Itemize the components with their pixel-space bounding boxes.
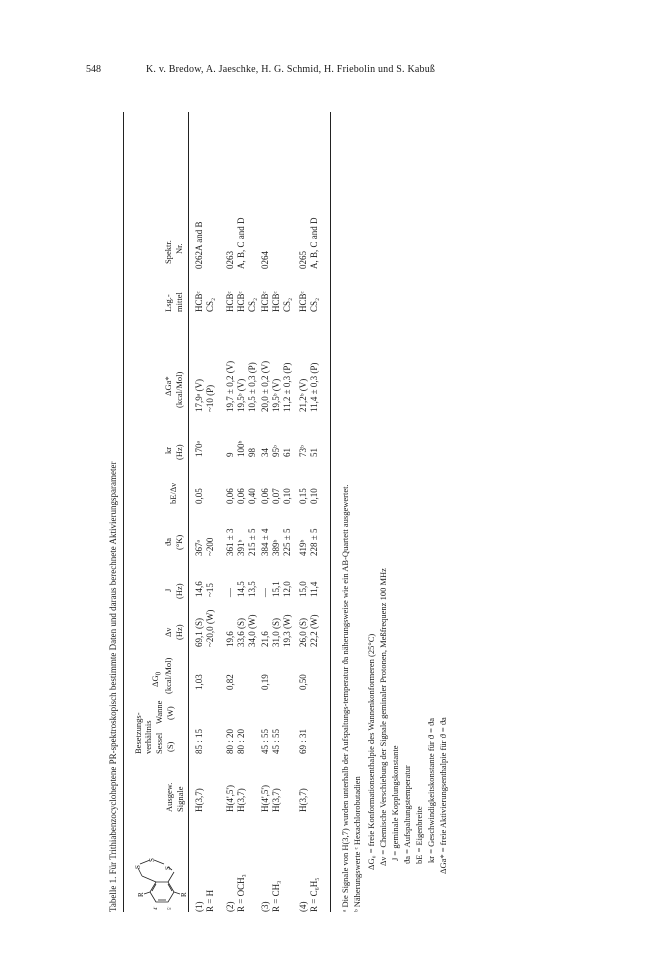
col-header-ratio-w: (W)	[165, 706, 175, 720]
row-signals-value: H(3,7)	[236, 788, 246, 812]
row-kr-value: 95ᵇ	[271, 445, 281, 457]
legend-kr: kr = Geschwindigkeitskonstante für ϑ = ϑa	[426, 717, 436, 863]
row-kr-value: 100ᵇ	[236, 440, 246, 457]
table-bottom-rule	[330, 112, 331, 912]
col-header-dv: Δν	[163, 627, 173, 637]
col-header-dg0-unit: (kcal/Mol)	[163, 657, 173, 694]
row-dga-value: 19,5ᵇ (V)	[271, 378, 281, 412]
trithiabenzocycloheptene-structure	[128, 852, 190, 912]
row-theta-value: 215 ± 5	[247, 528, 257, 556]
legend-dga: ΔGa* = freie Aktivierungsenthalpie für ϑ = ϑa	[438, 717, 448, 874]
row-solvent-value: HCBᶜ	[194, 291, 204, 312]
row-dg0-value: 0,50	[298, 674, 308, 690]
col-header-ratio-2: verhältnis	[143, 720, 153, 754]
row-solvent-value: HCBᶜ	[298, 291, 308, 312]
legend-theta: ϑa = Aufspaltungstemperatur	[402, 765, 412, 864]
rotated-table-region	[108, 112, 448, 912]
row-signals-value: H(3,7)	[271, 788, 281, 812]
col-header-solvent-2: mittel	[174, 292, 184, 312]
position-5prime-label: 5'	[168, 906, 173, 910]
row-dv-value: 22,2 (W)	[309, 614, 319, 647]
col-header-dga-unit: (kcal/Mol)	[174, 371, 184, 408]
row-j-value: 15,0	[298, 581, 308, 597]
row-solvent-value: HCBᶜ	[271, 291, 281, 312]
row-ratio-value: 45 : 55	[260, 728, 270, 754]
row-dga-value: 11,2 ± 0,3 (P)	[282, 362, 292, 412]
col-header-kr-unit: (Hz)	[174, 444, 184, 460]
row-theta-value: 419ᵇ	[298, 539, 308, 556]
footnote-b-c: ᵇ Näherungswerte ᶜ Hexachlorobutadien	[352, 776, 362, 912]
row-spectra-value: 0265	[298, 251, 308, 269]
row-bE-value: 0,10	[282, 488, 292, 504]
row-spectra-value: 0263	[225, 251, 235, 269]
legend-dg0: ΔG₀ = freie Konformationsenthalpie des Wannenkonformeren (25°C)	[366, 633, 376, 870]
row-solvent-value: HCBᶜ	[225, 291, 235, 312]
row-theta-value: 389ᵇ	[271, 539, 281, 556]
row-kr-value: 73ᵇ	[298, 445, 308, 457]
col-header-signals-2: Signale	[175, 786, 185, 812]
row-dga-value: 21,2ᵇ (V)	[298, 378, 308, 412]
col-header-dv-unit: (Hz)	[174, 624, 184, 640]
row-bE-value: 0,15	[298, 488, 308, 504]
row-j-value: —	[225, 588, 235, 597]
col-header-theta-unit: (°K)	[174, 534, 184, 550]
row-bE-value: 0,06	[260, 488, 270, 504]
row-dga-value: 19,7 ± 0,2 (V)	[225, 360, 235, 412]
row-ratio-value: 69 : 31	[298, 728, 308, 754]
row-substituent: R = H	[205, 889, 215, 912]
col-header-j: J	[163, 588, 173, 592]
row-ratio-value: 80 : 20	[225, 728, 235, 754]
row-bE-value: 0,06	[225, 488, 235, 504]
row-signals-value: H(3,7)	[298, 788, 308, 812]
position-4prime-label: 4'	[154, 906, 159, 910]
row-kr-value: 51	[309, 448, 319, 457]
r-label-top: R	[137, 892, 145, 897]
row-solvent-value: CS₂	[247, 297, 257, 312]
row-bE-value: 0,06	[236, 488, 246, 504]
col-header-ratio-s: (S)	[165, 741, 175, 752]
row-bE-value: 0,07	[271, 488, 281, 504]
row-signals-value: H(4',5')	[225, 785, 235, 812]
row-ratio-value: 45 : 55	[271, 728, 281, 754]
row-dv-value: 19,3 (W)	[282, 614, 292, 647]
col-header-dga: ΔGa*	[163, 376, 173, 396]
row-j-value: 13,5	[247, 581, 257, 597]
row-j-value: 14,6	[194, 581, 204, 597]
row-dg0-value: 1,03	[194, 674, 204, 690]
legend-be: bE = Eigenbreite	[414, 806, 424, 864]
row-dga-value: ~10 (P)	[205, 384, 215, 412]
row-dv-value: 21,6	[260, 631, 270, 647]
row-bE-value: 0,40	[247, 488, 257, 504]
row-signals-value: H(3,7)	[194, 788, 204, 812]
row-ratio-value: 80 : 20	[236, 728, 246, 754]
row-dg0-value: 0,82	[225, 674, 235, 690]
row-kr-value: 34	[260, 448, 270, 457]
row-compound-number: (3)	[260, 901, 270, 912]
row-bE-value: 0,10	[309, 488, 319, 504]
row-spectra-value: 0264	[260, 251, 270, 269]
running-head-authors: K. v. Bredow, A. Jaeschke, H. G. Schmid, H. Friebolin und S. Kabuß	[146, 64, 436, 75]
row-solvent-value: CS₂	[205, 297, 215, 312]
row-j-value: 12,0	[282, 581, 292, 597]
row-compound-number: (2)	[225, 901, 235, 912]
row-theta-value: 225 ± 5	[282, 528, 292, 556]
row-theta-value: 361 ± 3	[225, 528, 235, 556]
col-header-theta: ϑa	[163, 538, 173, 546]
row-ratio-value: 85 : 15	[194, 728, 204, 754]
row-dv-value: 19,6	[225, 631, 235, 647]
row-dv-value: 34,0 (W)	[247, 614, 257, 647]
col-header-spectra: Spektr.	[163, 240, 173, 264]
table-top-rule	[123, 112, 124, 912]
row-dv-value: 26,0 (S)	[298, 618, 308, 647]
row-j-value: 11,4	[309, 581, 319, 597]
col-header-ratio-wanne: Wanne	[154, 700, 164, 724]
row-dga-value: 10,5 ± 0,3 (P)	[247, 362, 257, 412]
row-compound-number: (1)	[194, 901, 204, 912]
row-substituent: R = C₆H₅	[309, 877, 319, 912]
row-theta-value: ~200	[205, 537, 215, 556]
row-dga-value: 20,0 ± 0,2 (V)	[260, 360, 270, 412]
col-header-ratio-sessel: Sessel	[154, 732, 164, 754]
table-title: Tabelle 1. Für Trithiabenzocycloheptene PR-spektroskopisch bestimmte Daten und daraus berechnete Aktivierungsparameter	[108, 461, 118, 912]
col-header-kr: kr	[163, 446, 173, 454]
col-header-be: bE/Δν	[168, 482, 178, 504]
sulfur-label-2: S	[148, 858, 156, 862]
row-j-value: —	[260, 588, 270, 597]
structure-svg	[128, 852, 190, 912]
row-substituent: R = CH₃	[271, 880, 281, 912]
row-solvent-value: HCBᶜ	[236, 291, 246, 312]
row-dv-value: 31,0 (S)	[271, 618, 281, 647]
legend-j: J = geminale Kopplungskonstante	[390, 745, 400, 861]
row-solvent-value: HCBᶜ	[260, 291, 270, 312]
row-kr-value: 61	[282, 448, 292, 457]
page-number: 548	[86, 64, 101, 75]
row-kr-value: 9	[225, 452, 235, 457]
row-dga-value: 17,9ᵃ (V)	[194, 379, 204, 412]
col-header-dg0: $\Delta G_0$	[150, 671, 163, 687]
row-j-value: 15,1	[271, 581, 281, 597]
row-spectra-value: 0262A and B	[194, 221, 204, 269]
header-bottom-rule	[188, 112, 189, 912]
row-j-value: ~15	[205, 583, 215, 597]
row-kr-value: 170ᵃ	[194, 441, 204, 457]
table-block	[108, 112, 448, 912]
row-dv-value: 69,1 (S)	[194, 618, 204, 647]
col-header-spectra-2: Nr.	[174, 243, 184, 254]
row-bE-value: 0,05	[194, 488, 204, 504]
row-dga-value: 19,5ᵇ (V)	[236, 378, 246, 412]
row-compound-number: (4)	[298, 901, 308, 912]
row-substituent: R = OCH₃	[236, 874, 246, 912]
row-dga-value: 11,4 ± 0,3 (P)	[309, 362, 319, 412]
col-header-ratio-1: Besetzungs-	[133, 712, 143, 754]
r-label-bottom: R	[180, 892, 188, 897]
row-solvent-value: CS₂	[309, 297, 319, 312]
footnote-a: ᵃ Die Signale von H(3,7) wurden unterhalb der Aufspaltungs-temperatur ϑa näherungsweise wie ein AB-Quartett ausgewertet.	[340, 484, 350, 912]
row-theta-value: 228 ± 5	[309, 528, 319, 556]
col-header-j-unit: (Hz)	[174, 583, 184, 599]
legend-dv: Δν = Chemische Verschiebung der Signale geminaler Protonen, Meßfrequenz 100 MHz	[378, 568, 388, 866]
sulfur-label-1: S	[134, 865, 142, 869]
row-theta-value: 367ᵃ	[194, 540, 204, 556]
row-kr-value: 98	[247, 448, 257, 457]
page-header	[86, 64, 586, 80]
row-j-value: 14,5	[236, 581, 246, 597]
sulfur-label-3: S	[164, 866, 172, 870]
row-spectra-value: A, B, C and D	[236, 217, 246, 269]
row-theta-value: 391ᵇ	[236, 539, 246, 556]
col-header-signals-1: Ausgew.	[164, 782, 174, 812]
row-signals-value: H(4',5')	[260, 785, 270, 812]
row-dg0-value: 0,19	[260, 674, 270, 690]
row-spectra-value: A, B, C and D	[309, 217, 319, 269]
row-dv-value: 33,6 (S)	[236, 618, 246, 647]
row-theta-value: 384 ± 4	[260, 528, 270, 556]
row-solvent-value: CS₂	[282, 297, 292, 312]
row-dv-value: ~20,0 (W)	[205, 609, 215, 647]
col-header-solvent: Lsg.-	[163, 294, 173, 312]
